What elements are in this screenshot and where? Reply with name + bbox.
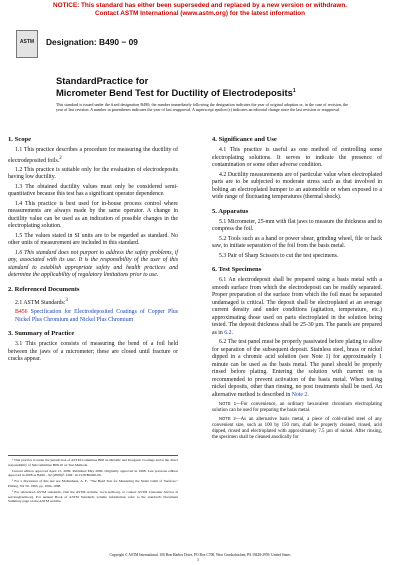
footnote-1b: Current edition approved April 15, 2009. Published May 2009. Originally approved in 1968. Last previous edition approved in 2008 as B490 – 92 (2008)ε¹. DOI: 10.1520/B0490-09. xyxy=(8,468,178,478)
note-1-label: NOTE 1 xyxy=(219,401,237,406)
section-heading-specimens: 6. Test Specimens xyxy=(212,266,262,273)
link-6-2[interactable]: 6.2 xyxy=(224,329,232,336)
para-1-5: 1.5 The values stated in SI units are to be regarded as standard. No other units of measurement are included in this standard. xyxy=(8,232,178,247)
note-2-label: NOTE 2 xyxy=(219,415,236,421)
reference-code[interactable]: B456 xyxy=(15,309,28,316)
para-5-3: 5.3 Pair of Sharp Scissors to cut the test specimens. xyxy=(219,252,339,259)
section-heading-referenced: 2. Referenced Documents xyxy=(8,285,80,293)
notice-banner xyxy=(0,0,400,20)
note-1 xyxy=(212,401,382,415)
para-6-2: 6.2 The test panel must be properly passivated before plating to allow for separation of the subsequent deposit. Stainless steel, brass or nickel dipped in a chromic acid solution (see Note 1) for approximately 1 minute can be used as the basis metal. The panel should be properly rinsed before plating. Entering the solution with current on is recommended to prevent activation of the basis metal. When testing nickel deposits, other than rinsing, no post treatments shall be used. An alternative method is described in Note 2. xyxy=(212,339,382,398)
astm-logo: ASTM xyxy=(16,30,38,58)
para-1-6: 1.6 This standard does not purport to address the safety problems, if any, associated with its use. It is the responsibility of the user of this standard to establish appropriate safety and health practices and determine the applicability of regulatory limitations prior to use. xyxy=(8,249,178,279)
footnote-marker-2: 2 xyxy=(59,155,62,161)
link-note-2[interactable]: Note 2 xyxy=(291,391,308,398)
notice-line-1: NOTICE: This standard has either been superseded and replaced by a new version or withdrawn. xyxy=(52,2,348,9)
title-line-2 xyxy=(56,86,356,98)
para-1-3: 1.3 The obtained ductility values must only be considered semi-quantitative because this test has a significant operator dependence. xyxy=(8,183,178,198)
title-line-1: StandardPractice for xyxy=(56,75,149,86)
left-column xyxy=(8,136,178,366)
para-4-1: 4.1 This practice is useful as one method of controlling some electroplating solutions. It serves to indicate the presence of contamination or some other adverse condition. xyxy=(212,147,382,168)
para-6-1: 6.1 An electrodeposit shall be prepared using a basis metal with a smooth surface from which the electrodeposit can be readily separated. Proper preparation of the surface from which the foil must be separated undamaged is critical. The deposit shall be electroplated at an average current density and under conditions (agitation, temperature, etc.) approximating those used on parts electroplated in the solution being tested. The deposit thickness shall be 25-30 µm. The panels are prepared as in 6.2. xyxy=(212,277,382,336)
section-heading-apparatus: 5. Apparatus xyxy=(212,207,249,215)
reference-b456[interactable] xyxy=(8,309,178,324)
footnote-3: ³ For referenced ASTM standards, visit the ASTM website, www.astm.org, or contact ASTM Customer Service at service@astm.org. For Annual Book of ASTM Standards volume information, refer to the standard's Document Summary page on the ASTM website. xyxy=(8,490,178,504)
para-1-4: 1.4 This practice is best used for in-house process control where measurements are always made by the same operator. A change in ductility value can be used as an indication of possible changes in the electroplating solution. xyxy=(8,200,178,230)
para-5-2: 5.2 Tools such as a hand or power shear, grinding wheel, file or hack saw, to initiate separation of the foil from the basis metal. xyxy=(212,235,382,249)
para-2-1-text: 2.1 ASTM Standards: xyxy=(15,299,66,306)
note-2-text: —As an alternative basis metal, a piece of cold-rolled steel of any convenient size, such as 100 by 150 mm, shall be properly cleaned, rinsed, acid dipped, rinsed and electroplated with approximately 7.5 µm of nickel. After rinsing, the specimen shall be cleaned anodically for xyxy=(212,416,383,441)
para-3-1: 3.1 This practice consists of measuring the bend of a foil held between the jaws of a micrometer; these are closed until fracture or cracks appear. xyxy=(8,341,178,363)
para-5-1: 5.1 Micrometer, 25-mm with flat jaws to measure the thickness and to compress the foil. xyxy=(212,218,382,232)
footnote-2: ² For a discussion of this test see Mollenhans, A. F., "The Bend Test for Measuring the Strain Limit of Surfaces," Plating, Vol 50, 1963, pp. 1094–1098. xyxy=(8,479,178,488)
section-heading-significance: 4. Significance and Use xyxy=(212,136,277,143)
section-heading-summary: 3. Summary of Practice xyxy=(8,330,75,338)
title-block xyxy=(56,75,356,98)
para-2-1 xyxy=(8,297,178,307)
notice-line-2: Contact ASTM International (www.astm.org) for the latest information xyxy=(94,10,306,17)
footnotes xyxy=(8,455,178,505)
note-1-text: —For convenience, an ordinary hexavalent chromium electroplating solution can be used for preparing the basis metal. xyxy=(212,402,382,414)
para-1-2: 1.2 This practice is suitable only for the evaluation of electrodeposits having low ductility. xyxy=(8,166,178,181)
page-number: 1 xyxy=(197,557,199,562)
title-footnote-marker: 1 xyxy=(292,88,296,94)
para-6-2-text: 6.2 The test panel must be properly passivated before plating to allow for separation of the subsequent deposit. Stainless steel, brass or nickel dipped in a chromic acid solution (see Note 1) for approximately 1 minute can be used as the basis metal. The panel should be properly rinsed before plating. Entering the solution with current on is recommended to prevent activation of the basis metal. When testing nickel deposits, other than rinsing, no post treatments shall be used. An alternative method is described in xyxy=(212,339,382,398)
para-4-2: 4.2 Ductility measurements are of particular value when electroplated parts are to be subjected to moderate stress such as that involved in bolting an electroplated bumper to an automobile or when exposed to a wide range of fluctuating temperatures (thermal shock). xyxy=(212,171,382,200)
note-2 xyxy=(212,416,382,442)
intro-paragraph: This standard is issued under the fixed designation B490; the number immediately following the designation indicates the year of original adoption or, in the case of revision, the year of last revision. A number in parentheses indicates the year of last reapproval. A superscript epsilon (ε) indicates an editorial change since the last revision or reapproval. xyxy=(56,102,348,112)
para-1-1 xyxy=(8,147,178,165)
right-column xyxy=(212,136,382,443)
copyright: Copyright © ASTM International, 100 Barr Harbor Drive, PO Box C700, West Conshohocken, PA 19428-2959. United States xyxy=(109,553,291,557)
title-text: Micrometer Bend Test for Ductility of Electrodeposits xyxy=(56,87,293,99)
section-heading-scope: 1. Scope xyxy=(8,136,32,143)
para-6-1-text: 6.1 An electrodeposit shall be prepared using a basis metal with a smooth surface from which the electrodeposit can be readily separated. Proper preparation of the surface from which the foil must be separated undamaged is critical. The deposit shall be electroplated at an average current density and under conditions (agitation, temperature, etc.) approximating those used on parts electroplated in the solution being tested. The deposit thickness shall be 25-30 µm. The panels are prepared as in xyxy=(212,277,382,336)
designation: Designation: B490 − 09 xyxy=(46,37,138,47)
para-1-1-text: 1.1 This practice describes a procedure for measuring the ductility of electrodeposited foils. xyxy=(8,147,178,164)
footnote-1: ¹ This practice is under the jurisdiction of ASTM Committee B08 on Metallic and Inorganic Coatings and is the direct responsibility of Subcommittee B08.10 on Test Methods. xyxy=(8,458,178,467)
reference-link[interactable]: Specification for Electrodeposited Coatings of Copper Plus Nickel Plus Chromium and Nickel Plus Chromium xyxy=(15,309,178,323)
footnote-marker-3: 3 xyxy=(65,297,68,303)
